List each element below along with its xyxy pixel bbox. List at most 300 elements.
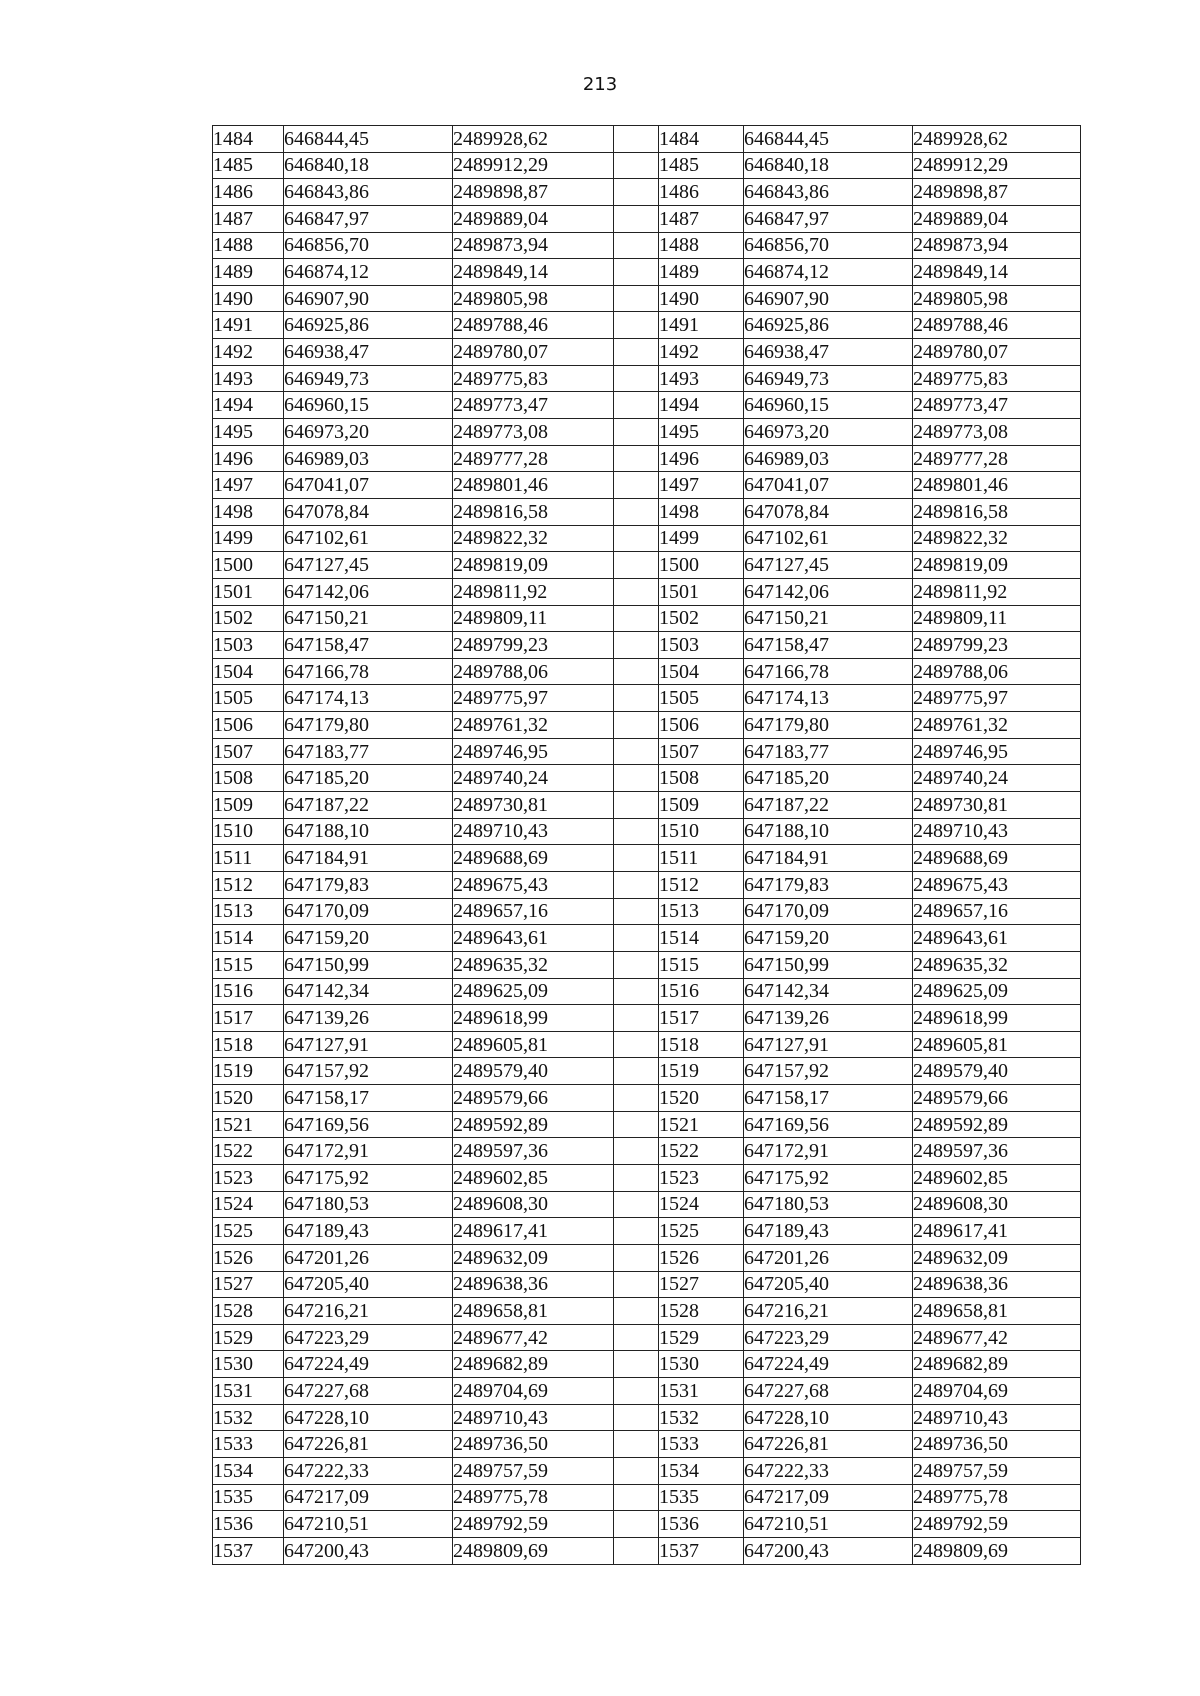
empty-cell [614,1537,659,1564]
table-row [213,1271,1081,1298]
empty-cell [614,1111,659,1138]
y-coordinate-cell: 2489777,28 [453,445,614,472]
point-number-cell: 1506 [659,712,744,739]
point-number-cell: 1520 [213,1085,284,1112]
table-row [213,339,1081,366]
table-row [213,365,1081,392]
x-coordinate-cell: 647184,91 [744,845,913,872]
point-number-cell: 1511 [659,845,744,872]
table-row [213,312,1081,339]
point-number-cell: 1512 [659,871,744,898]
x-coordinate-cell: 647142,34 [284,978,453,1005]
point-number-cell: 1486 [659,179,744,206]
table-row [213,1458,1081,1485]
point-number-cell: 1535 [659,1484,744,1511]
table-row [213,738,1081,765]
table-row [213,552,1081,579]
y-coordinate-cell: 2489675,43 [453,871,614,898]
y-coordinate-cell: 2489618,99 [453,1005,614,1032]
y-coordinate-cell: 2489688,69 [913,845,1081,872]
x-coordinate-cell: 647102,61 [744,525,913,552]
x-coordinate-cell: 646874,12 [284,259,453,286]
point-number-cell: 1493 [659,365,744,392]
point-number-cell: 1504 [213,658,284,685]
y-coordinate-cell: 2489889,04 [913,205,1081,232]
empty-cell [614,925,659,952]
x-coordinate-cell: 646844,45 [744,126,913,153]
x-coordinate-cell: 647127,45 [744,552,913,579]
point-number-cell: 1497 [213,472,284,499]
empty-cell [614,392,659,419]
y-coordinate-cell: 2489746,95 [453,738,614,765]
x-coordinate-cell: 647200,43 [284,1537,453,1564]
y-coordinate-cell: 2489801,46 [453,472,614,499]
empty-cell [614,525,659,552]
x-coordinate-cell: 647179,83 [284,871,453,898]
empty-cell [614,1058,659,1085]
x-coordinate-cell: 647185,20 [744,765,913,792]
x-coordinate-cell: 647188,10 [744,818,913,845]
x-coordinate-cell: 646847,97 [744,205,913,232]
y-coordinate-cell: 2489579,40 [453,1058,614,1085]
x-coordinate-cell: 646973,20 [284,419,453,446]
point-number-cell: 1491 [659,312,744,339]
y-coordinate-cell: 2489608,30 [913,1191,1081,1218]
y-coordinate-cell: 2489632,09 [913,1244,1081,1271]
empty-cell [614,712,659,739]
x-coordinate-cell: 646925,86 [744,312,913,339]
y-coordinate-cell: 2489592,89 [453,1111,614,1138]
point-number-cell: 1518 [659,1031,744,1058]
y-coordinate-cell: 2489757,59 [913,1458,1081,1485]
x-coordinate-cell: 647166,78 [744,658,913,685]
point-number-cell: 1490 [659,285,744,312]
x-coordinate-cell: 647227,68 [284,1378,453,1405]
point-number-cell: 1512 [213,871,284,898]
table-row [213,871,1081,898]
y-coordinate-cell: 2489704,69 [453,1378,614,1405]
point-number-cell: 1520 [659,1085,744,1112]
y-coordinate-cell: 2489625,09 [453,978,614,1005]
table-row [213,1431,1081,1458]
y-coordinate-cell: 2489898,87 [913,179,1081,206]
y-coordinate-cell: 2489792,59 [453,1511,614,1538]
x-coordinate-cell: 647222,33 [284,1458,453,1485]
point-number-cell: 1507 [213,738,284,765]
y-coordinate-cell: 2489682,89 [913,1351,1081,1378]
point-number-cell: 1487 [659,205,744,232]
point-number-cell: 1509 [213,792,284,819]
point-number-cell: 1484 [213,126,284,153]
point-number-cell: 1514 [213,925,284,952]
y-coordinate-cell: 2489643,61 [453,925,614,952]
x-coordinate-cell: 647172,91 [284,1138,453,1165]
table-row [213,765,1081,792]
empty-cell [614,419,659,446]
point-number-cell: 1537 [659,1537,744,1564]
x-coordinate-cell: 647179,80 [744,712,913,739]
point-number-cell: 1529 [659,1324,744,1351]
y-coordinate-cell: 2489775,83 [453,365,614,392]
point-number-cell: 1485 [213,152,284,179]
x-coordinate-cell: 647159,20 [744,925,913,952]
point-number-cell: 1502 [213,605,284,632]
empty-cell [614,1085,659,1112]
point-number-cell: 1491 [213,312,284,339]
y-coordinate-cell: 2489811,92 [913,578,1081,605]
x-coordinate-cell: 647166,78 [284,658,453,685]
y-coordinate-cell: 2489775,78 [913,1484,1081,1511]
x-coordinate-cell: 647189,43 [284,1218,453,1245]
table-row [213,419,1081,446]
x-coordinate-cell: 646960,15 [284,392,453,419]
x-coordinate-cell: 647169,56 [284,1111,453,1138]
y-coordinate-cell: 2489736,50 [913,1431,1081,1458]
x-coordinate-cell: 646856,70 [744,232,913,259]
table-row [213,1298,1081,1325]
point-number-cell: 1496 [213,445,284,472]
y-coordinate-cell: 2489605,81 [913,1031,1081,1058]
x-coordinate-cell: 647041,07 [744,472,913,499]
table-row [213,525,1081,552]
point-number-cell: 1528 [659,1298,744,1325]
point-number-cell: 1525 [659,1218,744,1245]
y-coordinate-cell: 2489658,81 [453,1298,614,1325]
point-number-cell: 1523 [213,1164,284,1191]
x-coordinate-cell: 647226,81 [284,1431,453,1458]
x-coordinate-cell: 647127,91 [744,1031,913,1058]
y-coordinate-cell: 2489809,11 [453,605,614,632]
point-number-cell: 1506 [213,712,284,739]
coordinates-table-body [213,126,1081,1565]
y-coordinate-cell: 2489635,32 [453,951,614,978]
table-row [213,845,1081,872]
empty-cell [614,1324,659,1351]
point-number-cell: 1489 [659,259,744,286]
y-coordinate-cell: 2489777,28 [913,445,1081,472]
y-coordinate-cell: 2489710,43 [453,818,614,845]
point-number-cell: 1510 [213,818,284,845]
x-coordinate-cell: 647158,47 [284,632,453,659]
y-coordinate-cell: 2489822,32 [913,525,1081,552]
y-coordinate-cell: 2489819,09 [453,552,614,579]
point-number-cell: 1530 [213,1351,284,1378]
y-coordinate-cell: 2489617,41 [453,1218,614,1245]
point-number-cell: 1534 [213,1458,284,1485]
x-coordinate-cell: 647217,09 [284,1484,453,1511]
point-number-cell: 1513 [659,898,744,925]
table-row [213,951,1081,978]
empty-cell [614,658,659,685]
x-coordinate-cell: 646989,03 [744,445,913,472]
x-coordinate-cell: 646949,73 [744,365,913,392]
x-coordinate-cell: 647180,53 [284,1191,453,1218]
empty-cell [614,1244,659,1271]
table-row [213,472,1081,499]
x-coordinate-cell: 647169,56 [744,1111,913,1138]
y-coordinate-cell: 2489873,94 [913,232,1081,259]
point-number-cell: 1527 [213,1271,284,1298]
empty-cell [614,498,659,525]
y-coordinate-cell: 2489773,08 [453,419,614,446]
x-coordinate-cell: 647142,06 [284,578,453,605]
x-coordinate-cell: 647142,06 [744,578,913,605]
table-row [213,126,1081,153]
point-number-cell: 1497 [659,472,744,499]
y-coordinate-cell: 2489788,06 [913,658,1081,685]
y-coordinate-cell: 2489775,83 [913,365,1081,392]
y-coordinate-cell: 2489773,08 [913,419,1081,446]
point-number-cell: 1500 [213,552,284,579]
y-coordinate-cell: 2489602,85 [453,1164,614,1191]
table-row [213,578,1081,605]
y-coordinate-cell: 2489682,89 [453,1351,614,1378]
x-coordinate-cell: 647078,84 [284,498,453,525]
point-number-cell: 1523 [659,1164,744,1191]
empty-cell [614,578,659,605]
point-number-cell: 1522 [213,1138,284,1165]
empty-cell [614,605,659,632]
table-row [213,1324,1081,1351]
point-number-cell: 1488 [659,232,744,259]
table-row [213,179,1081,206]
y-coordinate-cell: 2489928,62 [913,126,1081,153]
x-coordinate-cell: 647170,09 [284,898,453,925]
x-coordinate-cell: 647222,33 [744,1458,913,1485]
empty-cell [614,1431,659,1458]
y-coordinate-cell: 2489816,58 [913,498,1081,525]
empty-cell [614,1005,659,1032]
point-number-cell: 1533 [659,1431,744,1458]
y-coordinate-cell: 2489912,29 [913,152,1081,179]
y-coordinate-cell: 2489730,81 [453,792,614,819]
y-coordinate-cell: 2489761,32 [913,712,1081,739]
y-coordinate-cell: 2489710,43 [913,818,1081,845]
x-coordinate-cell: 647188,10 [284,818,453,845]
x-coordinate-cell: 647210,51 [744,1511,913,1538]
x-coordinate-cell: 647224,49 [744,1351,913,1378]
table-row [213,792,1081,819]
y-coordinate-cell: 2489792,59 [913,1511,1081,1538]
point-number-cell: 1501 [659,578,744,605]
table-row [213,1085,1081,1112]
x-coordinate-cell: 646938,47 [744,339,913,366]
y-coordinate-cell: 2489757,59 [453,1458,614,1485]
table-row [213,445,1081,472]
y-coordinate-cell: 2489710,43 [453,1404,614,1431]
point-number-cell: 1516 [213,978,284,1005]
point-number-cell: 1486 [213,179,284,206]
point-number-cell: 1492 [659,339,744,366]
table-row [213,632,1081,659]
x-coordinate-cell: 647210,51 [284,1511,453,1538]
x-coordinate-cell: 647157,92 [744,1058,913,1085]
y-coordinate-cell: 2489618,99 [913,1005,1081,1032]
empty-cell [614,1458,659,1485]
y-coordinate-cell: 2489775,97 [453,685,614,712]
point-number-cell: 1536 [659,1511,744,1538]
table-row [213,1404,1081,1431]
x-coordinate-cell: 646874,12 [744,259,913,286]
empty-cell [614,472,659,499]
empty-cell [614,1191,659,1218]
x-coordinate-cell: 647205,40 [284,1271,453,1298]
point-number-cell: 1533 [213,1431,284,1458]
point-number-cell: 1494 [659,392,744,419]
empty-cell [614,1351,659,1378]
empty-cell [614,898,659,925]
x-coordinate-cell: 646949,73 [284,365,453,392]
y-coordinate-cell: 2489632,09 [453,1244,614,1271]
empty-cell [614,978,659,1005]
point-number-cell: 1524 [213,1191,284,1218]
x-coordinate-cell: 647078,84 [744,498,913,525]
x-coordinate-cell: 647150,99 [284,951,453,978]
y-coordinate-cell: 2489643,61 [913,925,1081,952]
x-coordinate-cell: 647170,09 [744,898,913,925]
x-coordinate-cell: 647201,26 [284,1244,453,1271]
point-number-cell: 1529 [213,1324,284,1351]
point-number-cell: 1525 [213,1218,284,1245]
x-coordinate-cell: 647201,26 [744,1244,913,1271]
empty-cell [614,259,659,286]
point-number-cell: 1526 [659,1244,744,1271]
empty-cell [614,951,659,978]
point-number-cell: 1488 [213,232,284,259]
empty-cell [614,1378,659,1405]
y-coordinate-cell: 2489704,69 [913,1378,1081,1405]
x-coordinate-cell: 647150,21 [744,605,913,632]
point-number-cell: 1490 [213,285,284,312]
x-coordinate-cell: 647127,91 [284,1031,453,1058]
point-number-cell: 1514 [659,925,744,952]
table-row [213,498,1081,525]
empty-cell [614,1218,659,1245]
point-number-cell: 1505 [659,685,744,712]
x-coordinate-cell: 647189,43 [744,1218,913,1245]
point-number-cell: 1532 [659,1404,744,1431]
table-row [213,1191,1081,1218]
point-number-cell: 1502 [659,605,744,632]
y-coordinate-cell: 2489736,50 [453,1431,614,1458]
empty-cell [614,818,659,845]
y-coordinate-cell: 2489928,62 [453,126,614,153]
table-row [213,925,1081,952]
point-number-cell: 1528 [213,1298,284,1325]
x-coordinate-cell: 647159,20 [284,925,453,952]
table-row [213,1218,1081,1245]
point-number-cell: 1536 [213,1511,284,1538]
x-coordinate-cell: 647227,68 [744,1378,913,1405]
x-coordinate-cell: 647172,91 [744,1138,913,1165]
x-coordinate-cell: 647158,17 [744,1085,913,1112]
point-number-cell: 1510 [659,818,744,845]
y-coordinate-cell: 2489805,98 [913,285,1081,312]
point-number-cell: 1521 [659,1111,744,1138]
table-row [213,818,1081,845]
x-coordinate-cell: 646973,20 [744,419,913,446]
y-coordinate-cell: 2489780,07 [453,339,614,366]
x-coordinate-cell: 647187,22 [744,792,913,819]
point-number-cell: 1499 [213,525,284,552]
point-number-cell: 1509 [659,792,744,819]
empty-cell [614,126,659,153]
point-number-cell: 1519 [659,1058,744,1085]
x-coordinate-cell: 647179,80 [284,712,453,739]
x-coordinate-cell: 646938,47 [284,339,453,366]
empty-cell [614,552,659,579]
x-coordinate-cell: 647185,20 [284,765,453,792]
x-coordinate-cell: 647180,53 [744,1191,913,1218]
y-coordinate-cell: 2489780,07 [913,339,1081,366]
x-coordinate-cell: 647175,92 [284,1164,453,1191]
table-row [213,1111,1081,1138]
point-number-cell: 1495 [213,419,284,446]
y-coordinate-cell: 2489775,97 [913,685,1081,712]
y-coordinate-cell: 2489579,40 [913,1058,1081,1085]
table-row [213,1537,1081,1564]
table-row [213,392,1081,419]
point-number-cell: 1521 [213,1111,284,1138]
y-coordinate-cell: 2489579,66 [453,1085,614,1112]
x-coordinate-cell: 647175,92 [744,1164,913,1191]
y-coordinate-cell: 2489746,95 [913,738,1081,765]
x-coordinate-cell: 646847,97 [284,205,453,232]
empty-cell [614,765,659,792]
empty-cell [614,1138,659,1165]
y-coordinate-cell: 2489730,81 [913,792,1081,819]
point-number-cell: 1494 [213,392,284,419]
y-coordinate-cell: 2489602,85 [913,1164,1081,1191]
x-coordinate-cell: 647226,81 [744,1431,913,1458]
table-row [213,1164,1081,1191]
point-number-cell: 1517 [659,1005,744,1032]
x-coordinate-cell: 647150,99 [744,951,913,978]
x-coordinate-cell: 647200,43 [744,1537,913,1564]
y-coordinate-cell: 2489677,42 [453,1324,614,1351]
x-coordinate-cell: 647216,21 [284,1298,453,1325]
x-coordinate-cell: 646844,45 [284,126,453,153]
table-row [213,259,1081,286]
y-coordinate-cell: 2489805,98 [453,285,614,312]
y-coordinate-cell: 2489677,42 [913,1324,1081,1351]
y-coordinate-cell: 2489889,04 [453,205,614,232]
point-number-cell: 1513 [213,898,284,925]
point-number-cell: 1499 [659,525,744,552]
point-number-cell: 1516 [659,978,744,1005]
x-coordinate-cell: 647142,34 [744,978,913,1005]
x-coordinate-cell: 647184,91 [284,845,453,872]
point-number-cell: 1527 [659,1271,744,1298]
empty-cell [614,685,659,712]
point-number-cell: 1501 [213,578,284,605]
x-coordinate-cell: 647216,21 [744,1298,913,1325]
table-row [213,285,1081,312]
point-number-cell: 1537 [213,1537,284,1564]
table-row [213,1138,1081,1165]
y-coordinate-cell: 2489809,11 [913,605,1081,632]
y-coordinate-cell: 2489819,09 [913,552,1081,579]
table-row [213,1511,1081,1538]
y-coordinate-cell: 2489638,36 [453,1271,614,1298]
y-coordinate-cell: 2489822,32 [453,525,614,552]
empty-cell [614,1031,659,1058]
point-number-cell: 1522 [659,1138,744,1165]
y-coordinate-cell: 2489657,16 [913,898,1081,925]
empty-cell [614,1298,659,1325]
point-number-cell: 1508 [213,765,284,792]
y-coordinate-cell: 2489775,78 [453,1484,614,1511]
